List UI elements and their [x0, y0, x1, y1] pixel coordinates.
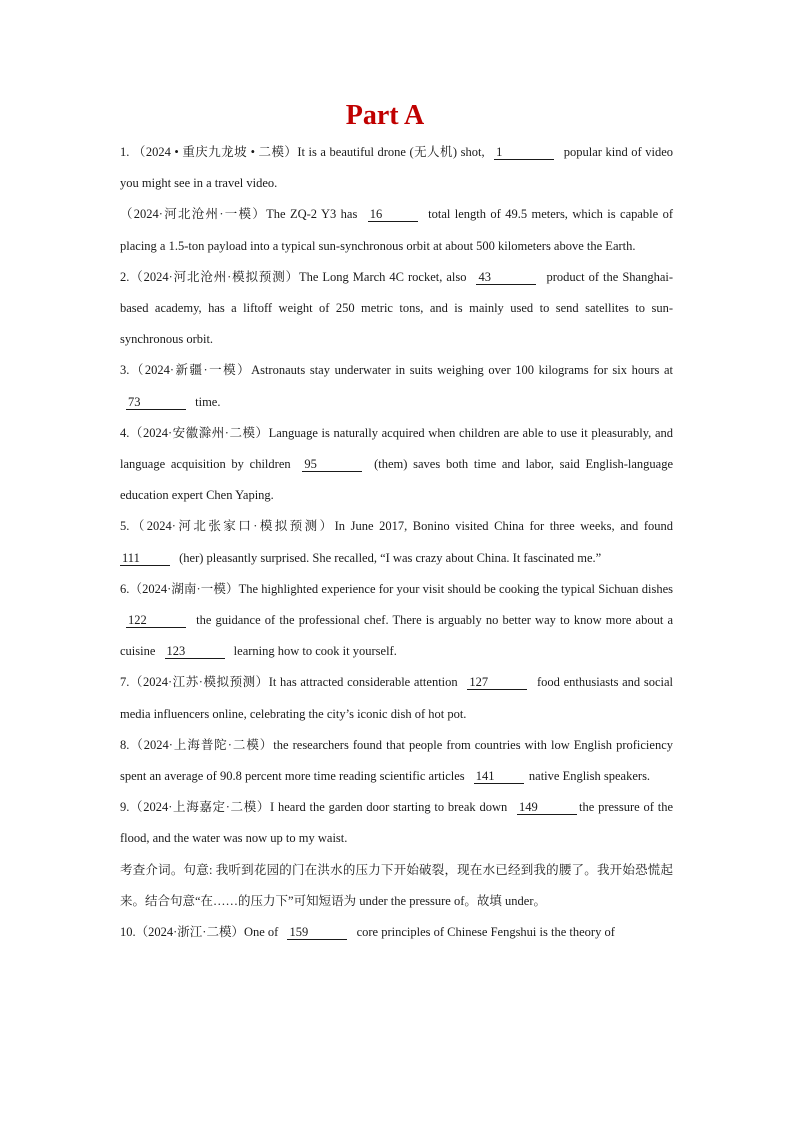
question-9	[120, 792, 673, 854]
question-2	[120, 262, 673, 356]
answer-blank-159[interactable]: 159	[287, 925, 347, 940]
question-1b	[120, 199, 673, 261]
question-3-text-b: time.	[195, 394, 221, 409]
question-7-text-b: food enthusiasts and social media influencers online, celebrating the city’s iconic dish of hot pot.	[120, 675, 674, 721]
question-2-text-b: product of the Shanghai-based academy, has a liftoff weight of 250 metric tons, and is mainly used to send satellites to sun-synchronous orbit.	[120, 269, 673, 347]
question-8	[120, 730, 673, 792]
question-4-text-b: (them) saves both time and labor, said English-language education expert Chen Yaping.	[120, 457, 673, 503]
question-4	[120, 418, 673, 512]
question-1-text-b: popular kind of video you might see in a travel video.	[120, 145, 674, 191]
question-1	[120, 137, 673, 199]
question-6-text-c: learning how to cook it yourself.	[233, 644, 397, 659]
question-1b-text-b: total length of 49.5 meters, which is capable of placing a 1.5-ton payload into a typical sun-synchronous orbit at about 500 kilometers above the Earth.	[120, 207, 674, 253]
question-1b-text-a: （2024·河北沧州·一模）The ZQ-2 Y3 has	[120, 207, 358, 222]
answer-blank-149[interactable]: 149	[517, 800, 577, 815]
answer-blank-111[interactable]: 111	[120, 551, 170, 566]
question-7	[120, 667, 673, 729]
answer-blank-141[interactable]: 141	[474, 769, 524, 784]
question-5-text-a: 5.（2024·河北张家口·模拟预测）In June 2017, Bonino visited China for three weeks, and found	[120, 519, 673, 534]
question-6-text-a: 6.（2024·湖南·一模）The highlighted experience for your visit should be cooking the typical Sichuan dishes	[120, 581, 673, 596]
answer-blank-73[interactable]: 73	[126, 395, 186, 410]
question-4-text-a: 4.（2024·安徽滁州·二模）Language is naturally acquired when children are able to use it pleasurably, and language acquisition by children	[120, 425, 673, 472]
question-10-text-a: 10.（2024·浙江·二模）One of	[120, 925, 279, 940]
question-9-text-b: the pressure of the flood, and the water was now up to my waist.	[120, 800, 673, 846]
question-list	[120, 137, 673, 948]
question-3-text-a: 3.（2024·新疆·一模）Astronauts stay underwater in suits weighing over 100 kilograms for six hours at	[120, 363, 673, 378]
question-2-text-a: 2.（2024·河北沧州·模拟预测）The Long March 4C rocket, also	[120, 269, 467, 284]
answer-blank-16[interactable]: 16	[368, 207, 418, 222]
answer-blank-127[interactable]: 127	[467, 675, 527, 690]
answer-blank-1[interactable]: 1	[494, 145, 554, 160]
question-8-text-a: 8.（2024·上海普陀·二模）the researchers found that people from countries with low English proficiency spent an average of 90.8 percent more time reading scientific articles	[120, 737, 673, 784]
answer-blank-95[interactable]: 95	[302, 457, 362, 472]
question-10-text-b: core principles of Chinese Fengshui is the theory of	[356, 925, 615, 940]
question-9-analysis: 考查介词。句意: 我听到花园的门在洪水的压力下开始破裂，现在水已经到我的腰了。我开始恐慌起来。结合句意“在……的压力下”可知短语为 under the pressure of。故填 under。	[120, 862, 673, 908]
question-3	[120, 355, 673, 417]
answer-blank-122[interactable]: 122	[126, 613, 186, 628]
question-1-text-a: 1. （2024 • 重庆九龙坡 • 二模）It is a beautiful drone (无人机) shot,	[120, 145, 485, 159]
question-6-text-b: the guidance of the professional chef. There is arguably no better way to know more about a cuisine	[120, 613, 674, 659]
answer-blank-123[interactable]: 123	[165, 644, 225, 659]
question-9-text-a: 9.（2024·上海嘉定·二模）I heard the garden door starting to break down	[120, 800, 508, 815]
question-7-text-a: 7.（2024·江苏·模拟预测）It has attracted considerable attention	[120, 675, 458, 690]
page-title: Part A	[345, 100, 425, 131]
question-5	[120, 511, 673, 573]
question-10	[120, 917, 673, 948]
answer-blank-43[interactable]: 43	[476, 270, 536, 285]
question-6	[120, 574, 673, 668]
question-5-text-b: (her) pleasantly surprised. She recalled, “I was crazy about China. It fascinated me.”	[179, 550, 602, 565]
question-8-text-b: native English speakers.	[528, 769, 651, 784]
